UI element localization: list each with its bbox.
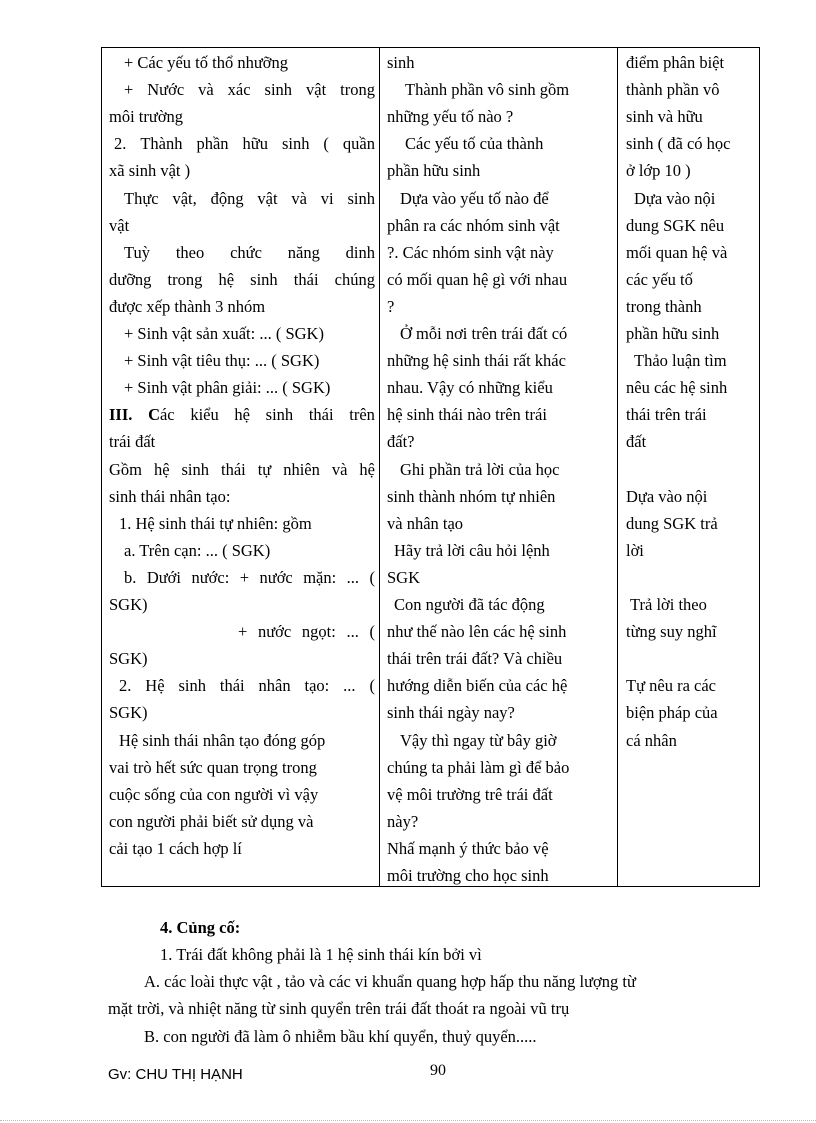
- col2-line: nhau. Vậy có những kiểu: [387, 378, 553, 398]
- col1-line: 2. Thành phần hữu sinh ( quần: [114, 134, 375, 154]
- col2-line: Các yếu tố của thành: [405, 134, 544, 154]
- col1-line: + Các yếu tố thổ nhưỡng: [124, 53, 288, 72]
- col2-line: sinh thái ngày nay?: [387, 703, 515, 723]
- col2-line: Ghi phần trả lời của học: [400, 459, 560, 479]
- col3-line: cá nhân: [626, 730, 677, 750]
- col2-line: sinh: [387, 53, 415, 72]
- col3-line: Dựa vào nội: [634, 188, 716, 208]
- col3-line: ở lớp 10 ): [626, 161, 691, 181]
- col3-line: điểm phân biệt: [626, 53, 725, 72]
- col3-line: thái trên trái: [626, 405, 707, 425]
- col2-line: Nhấ mạnh ý thức bảo vệ: [387, 838, 549, 858]
- col2-line: Con người đã tác động: [394, 595, 545, 614]
- col1-line: SGK): [109, 703, 148, 723]
- teacher-activity-column: [380, 48, 618, 886]
- col3-line: dung SGK trả: [626, 513, 718, 533]
- consolidation-heading: 4. Củng cố:: [160, 918, 241, 937]
- page-number: 90: [430, 1062, 446, 1079]
- col2-line: này?: [387, 811, 419, 831]
- col2-line: ?: [387, 296, 395, 316]
- col2-line: như thế nào lên các hệ sinh: [387, 622, 567, 642]
- col1-line: a. Trên cạn: ... ( SGK): [124, 540, 271, 560]
- col3-line: Trả lời theo: [630, 595, 707, 614]
- col3-line: trong thành: [626, 296, 702, 316]
- col1-line: vai trò hết sức quan trọng trong: [109, 757, 317, 777]
- col3-line: thành phần vô: [626, 80, 720, 100]
- col1-line: Tuỳ theo chức năng dinh: [124, 242, 375, 262]
- col1-line: môi trường: [109, 107, 184, 127]
- col3-line: Thảo luận tìm: [634, 351, 727, 371]
- col2-line: những yếu tố nào ?: [387, 107, 514, 127]
- col1-line: Thực vật, động vật và vi sinh: [124, 188, 375, 208]
- col2-line: sinh thành nhóm tự nhiên: [387, 486, 556, 506]
- col2-line: có mối quan hệ gì với nhau: [387, 269, 568, 289]
- col3-line: biện pháp của: [626, 703, 718, 723]
- content-column: [102, 48, 380, 886]
- col1-line: trái đất: [109, 432, 156, 452]
- col1-line: được xếp thành 3 nhóm: [109, 296, 266, 316]
- col1-line: xã sinh vật ): [109, 161, 191, 181]
- col1-line: SGK): [109, 649, 148, 669]
- col2-line: phân ra các nhóm sinh vật: [387, 215, 560, 235]
- col2-line: và nhân tạo: [387, 513, 464, 533]
- col1-line: vật: [109, 215, 130, 235]
- col2-line: phần hữu sinh: [387, 161, 481, 181]
- option-a-line1: A. các loài thực vật , tảo và các vi khuẩn quang hợp hấp thu năng lượng từ: [144, 972, 636, 991]
- col1-line: cuộc sống của con người vì vậy: [109, 784, 319, 804]
- col3-line: sinh ( đã có học: [626, 134, 731, 154]
- col2-line: thái trên trái đất? Và chiều: [387, 649, 563, 669]
- col1-line: dưỡng trong hệ sinh thái chúng: [109, 269, 375, 289]
- option-a-line2: mặt trời, và nhiệt năng từ sinh quyển trên trái đất thoát ra ngoài vũ trụ: [108, 999, 570, 1018]
- col3-line: Dựa vào nội: [626, 486, 708, 506]
- col2-line: Thành phần vô sinh gồm: [405, 80, 570, 100]
- bottom-divider: [0, 1120, 816, 1121]
- col3-line: phần hữu sinh: [626, 324, 720, 343]
- col1-line: 1. Hệ sinh thái tự nhiên: gồm: [119, 513, 312, 533]
- col2-line: SGK: [387, 567, 421, 587]
- col2-line: vệ môi trường trê trái đất: [387, 784, 553, 804]
- col1-line: b. Dưới nước: + nước mặn: ... (: [124, 567, 375, 587]
- col3-line: mối quan hệ và: [626, 242, 728, 262]
- col1-line: III. Các kiểu hệ sinh thái trên: [109, 405, 375, 425]
- teacher-name: Gv: CHU THỊ HẠNH: [108, 1066, 243, 1083]
- quiz-question: 1. Trái đất không phải là 1 hệ sinh thái kín bởi vì: [160, 945, 482, 964]
- student-activity-column: [618, 48, 759, 886]
- col1-line: Gồm hệ sinh thái tự nhiên và hệ: [109, 459, 375, 479]
- col1-line: cải tạo 1 cách hợp lí: [109, 838, 242, 858]
- col3-line: từng suy nghĩ: [626, 622, 717, 642]
- col2-line: hệ sinh thái nào trên trái: [387, 405, 547, 425]
- col3-line: các yếu tố: [626, 269, 693, 289]
- col3-line: Tự nêu ra các: [626, 676, 717, 696]
- col2-line: Vậy thì ngay từ bây giờ: [400, 730, 557, 750]
- col3-line: sinh và hữu: [626, 107, 703, 127]
- col2-line: đất?: [387, 432, 415, 452]
- option-b: B. con người đã làm ô nhiễm bầu khí quyển, thuỷ quyển.....: [144, 1027, 537, 1046]
- col2-line: Ở mỗi nơi trên trái đất có: [400, 324, 568, 343]
- col1-line: 2. Hệ sinh thái nhân tạo: ... (: [119, 676, 375, 696]
- col1-line: SGK): [109, 595, 148, 614]
- col2-line: những hệ sinh thái rất khác: [387, 351, 566, 371]
- col3-line: nêu các hệ sinh: [626, 378, 728, 398]
- col1-line: + nước ngọt: ... (: [238, 622, 375, 642]
- col2-line: Hãy trả lời câu hỏi lệnh: [394, 540, 550, 560]
- col1-line: sinh thái nhân tạo:: [109, 486, 231, 506]
- col1-line: con người phải biết sử dụng và: [109, 811, 314, 831]
- col1-line: + Sinh vật phân giải: ... ( SGK): [124, 378, 331, 398]
- col2-line: môi trường cho học sinh: [387, 866, 549, 885]
- col3-line: lời: [626, 540, 644, 560]
- col1-line: + Sinh vật sản xuất: ... ( SGK): [124, 324, 324, 343]
- col1-line: Hệ sinh thái nhân tạo đóng góp: [119, 730, 326, 750]
- col1-line: + Nước và xác sinh vật trong: [124, 80, 375, 100]
- col2-line: Dựa vào yếu tố nào để: [400, 188, 549, 208]
- col3-line: dung SGK nêu: [626, 215, 725, 235]
- col2-line: ?. Các nhóm sinh vật này: [387, 242, 554, 262]
- col2-line: hướng diễn biến của các hệ: [387, 676, 568, 696]
- lesson-table: [101, 47, 760, 887]
- col1-line: + Sinh vật tiêu thụ: ... ( SGK): [124, 351, 320, 371]
- col2-line: chúng ta phải làm gì để bảo: [387, 757, 570, 777]
- col3-line: đất: [626, 432, 647, 452]
